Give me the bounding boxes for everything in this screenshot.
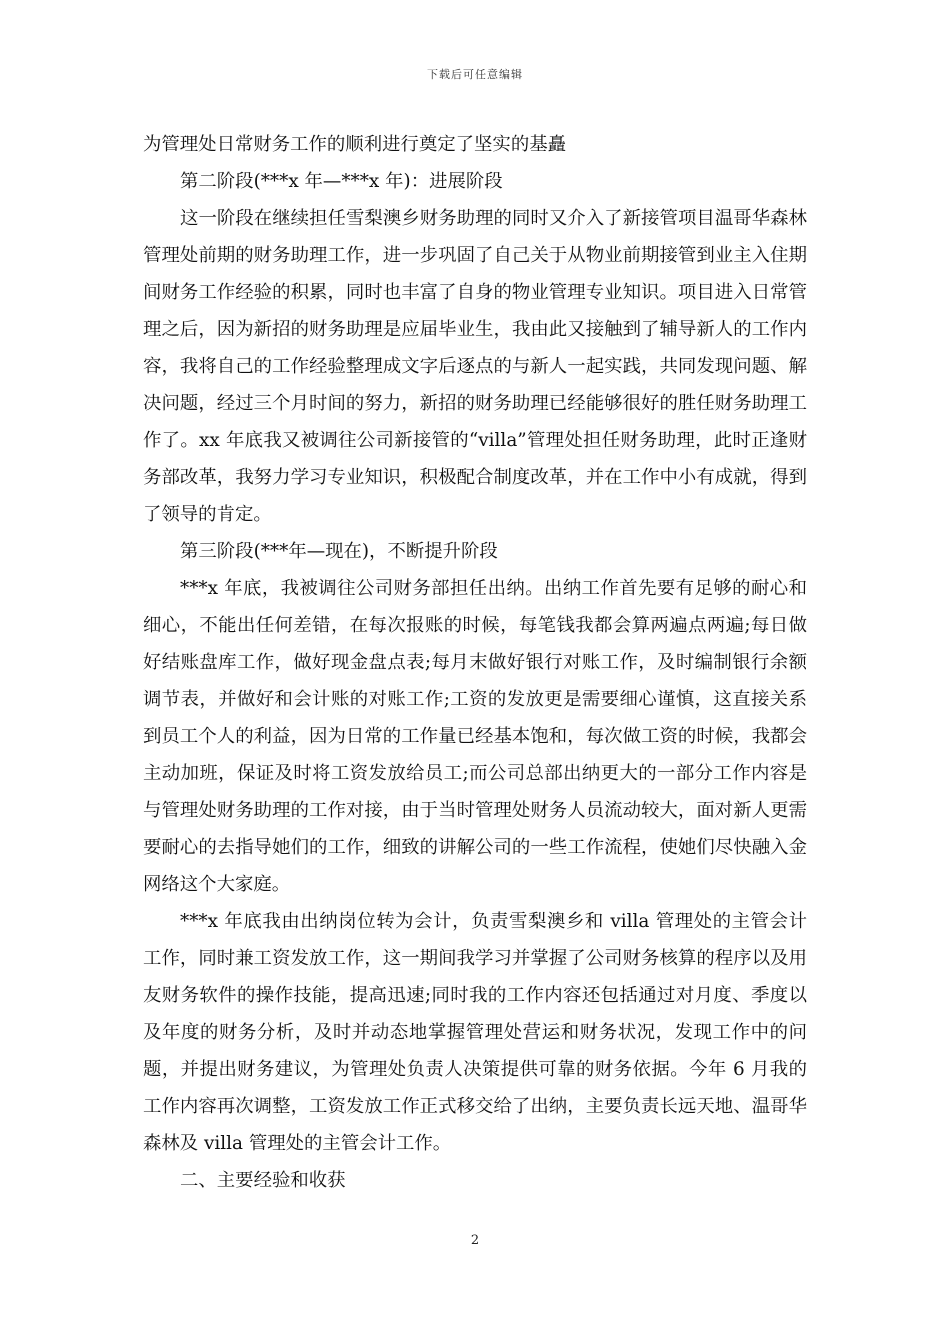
section-heading-stage-three: 第三阶段(***年—现在)，不断提升阶段 [180,541,498,562]
section-heading-experience: 二、主要经验和收获 [180,1170,346,1191]
paragraph-1: 为管理处日常财务工作的顺利进行奠定了坚实的基矗 [143,134,566,155]
paragraph-stage-two: 这一阶段在继续担任雪梨澳乡财务助理的同时又介入了新接管项目温哥华森林管理处前期的财务助理工作，进一步巩固了自己关于从物业前期接管到业主入住期间财务工作经验的积累，同时也丰富了自身的物业管理专业知识。项目进入日常管理之后，因为新招的财务助理是应届毕业生，我由此又接触到了辅导新人的工作内容，我将自己的工作经验整理成文字后逐点的与新人一起实践，共同发现问题、解决问题，经过三个月时间的努力，新招的财务助理已经能够很好的胜任财务助理工作了。xx 年底我又被调往公司新接管的“villa”管理处担任财务助理，此时正逢财务部改革，我努力学习专业知识，积极配合制度改革，并在工作中小有成就，得到了领导的肯定。 [143,208,807,525]
paragraph-cashier: ***x 年底，我被调往公司财务部担任出纳。出纳工作首先要有足够的耐心和细心，不能出任何差错，在每次报账的时候，每笔钱我都会算两遍点两遍;每日做好结账盘库工作，做好现金盘点表;每月末做好银行对账工作，及时编制银行余额调节表，并做好和会计账的对账工作;工资的发放更是需要细心谨慎，这直接关系到员工个人的利益，因为日常的工作量已经基本饱和，每次做工资的时候，我都会主动加班，保证及时将工资发放给员工;而公司总部出纳更大的一部分工作内容是与管理处财务助理的工作对接，由于当时管理处财务人员流动较大，面对新人更需要耐心的去指导她们的工作，细致的讲解公司的一些工作流程，使她们尽快融入金网络这个大家庭。 [143,578,807,895]
page-number: 2 [470,1233,480,1248]
paragraph-accountant: ***x 年底我由出纳岗位转为会计，负责雪梨澳乡和 villa 管理处的主管会计工作，同时兼工资发放工作，这一期间我学习并掌握了公司财务核算的程序以及用友财务软件的操作技能，提高迅速;同时我的工作内容还包括通过对月度、季度以及年度的财务分析，及时并动态地掌握管理处营运和财务状况，发现工作中的问题，并提出财务建议，为管理处负责人决策提供可靠的财务依据。今年 6 月我的工作内容再次调整，工资发放工作正式移交给了出纳，主要负责长远天地、温哥华森林及 villa 管理处的主管会计工作。 [143,911,807,1154]
page-header: 下载后可任意编辑 [427,68,523,81]
document-body [143,126,807,1199]
section-heading-stage-two: 第二阶段(***x 年—***x 年)：进展阶段 [180,171,503,192]
